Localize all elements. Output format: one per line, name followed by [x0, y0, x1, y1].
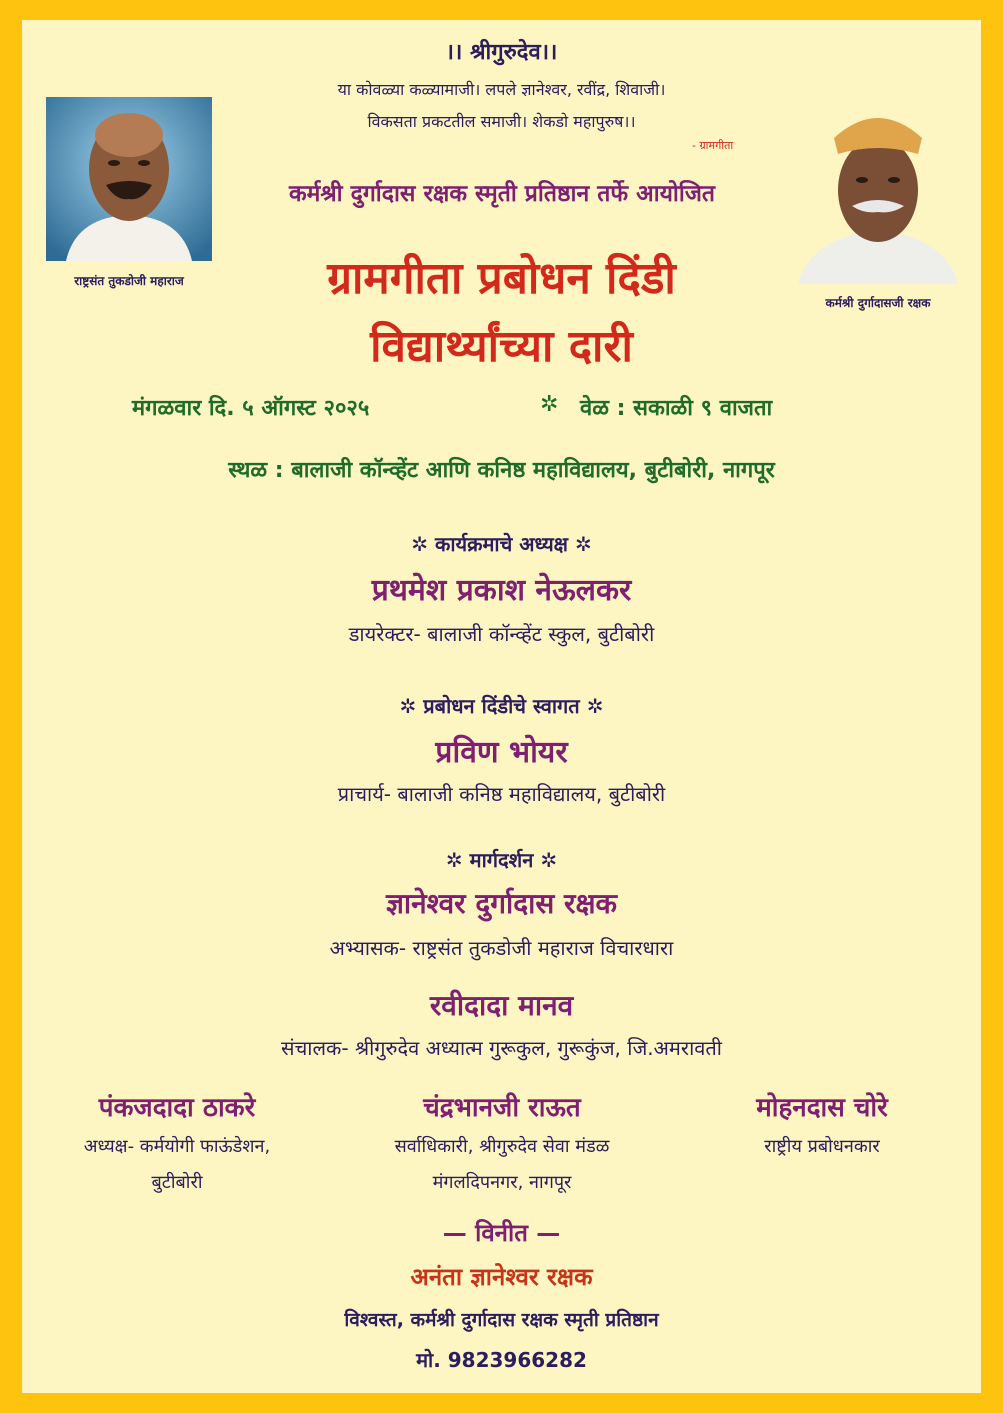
verse-source: - ग्रामगीता	[692, 139, 734, 152]
event-date: मंगळवार दि. ५ ऑगस्ट २०२५	[132, 396, 370, 421]
star-icon: ✲	[399, 694, 417, 718]
verse-line-1: या कोवळ्या कळ्यामाजी। लपले ज्ञानेश्वर, रवींद्र, शिवाजी।	[337, 80, 666, 99]
star-icon: ✲	[574, 532, 592, 556]
guest-role-line-2: बुटीबोरी	[151, 1172, 203, 1193]
guidance-role-1: अभ्यासक- राष्ट्रसंत तुकडोजी महाराज विचारधारा	[329, 936, 674, 960]
guest-role-line-2: मंगलदिपनगर, नागपूर	[432, 1172, 572, 1193]
guest-column	[332, 1088, 672, 1194]
president-role: डायरेक्टर- बालाजी कॉन्व्हेंट स्कुल, बुटीबोरी	[348, 622, 655, 646]
welcome-role: प्राचार्य- बालाजी कनिष्ठ महाविद्यालय, बुटीबोरी	[337, 782, 666, 806]
guest-column	[672, 1088, 972, 1158]
guest-role-line-1: अध्यक्ष- कर्मयोगी फाऊंडेशन,	[83, 1136, 271, 1157]
invitation-card	[22, 20, 981, 1393]
photo-tukdoji-maharaj	[46, 97, 212, 261]
welcome-heading-label: प्रबोधन दिंडीचे स्वागत	[423, 694, 580, 718]
title-line-2: विद्यार्थ्यांच्या दारी	[370, 321, 633, 372]
vinit-label: — विनीत —	[442, 1219, 561, 1247]
guidance-heading-label: मार्गदर्शन	[469, 848, 534, 872]
welcome-name: प्रविण भोयर	[435, 735, 568, 770]
event-venue: स्थळ : बालाजी कॉन्व्हेंट आणि कनिष्ठ महाविद्यालय, बुटीबोरी, नागपूर	[228, 458, 775, 483]
guest-name: पंकजदादा ठाकरे	[98, 1093, 256, 1123]
star-icon: ✲	[540, 848, 558, 872]
guest-name: चंद्रभानजी राऊत	[423, 1093, 581, 1123]
star-icon: ✲	[540, 392, 559, 417]
guest-column	[22, 1088, 332, 1194]
title-line-1: ग्रामगीता प्रबोधन दिंडी	[327, 253, 676, 304]
guidance-name-2: रवीदादा मानव	[429, 989, 574, 1022]
president-heading-label: कार्यक्रमाचे अध्यक्ष	[434, 532, 569, 556]
guidance-heading	[22, 846, 981, 873]
signatory-mobile: मो. 9823966282	[416, 1348, 587, 1372]
guidance-role-2: संचालक- श्रीगुरुदेव अध्यात्म गुरूकुल, गुरूकुंज, जि.अमरावती	[281, 1036, 722, 1060]
verse-line-2: विकसता प्रकटतील समाजी। शेकडो महापुरुष।।	[367, 112, 636, 131]
star-icon: ✲	[586, 694, 604, 718]
guest-role-line-1: सर्वाधिकारी, श्रीगुरुदेव सेवा मंडळ	[394, 1136, 610, 1157]
star-icon: ✲	[445, 848, 463, 872]
president-name: प्रथमेश प्रकाश नेऊलकर	[371, 573, 632, 608]
guest-role-line-1: राष्ट्रीय प्रबोधनकार	[764, 1136, 880, 1157]
caption-tukdoji-maharaj: राष्ट्रसंत तुकडोजी महाराज	[74, 274, 184, 288]
guest-name: मोहनदास चोरे	[756, 1093, 888, 1123]
caption-durgadas-rakshak: कर्मश्री दुर्गादासजी रक्षक	[825, 296, 931, 310]
signatory-name: अनंता ज्ञानेश्वर रक्षक	[410, 1263, 593, 1291]
invocation: ।। श्रीगुरुदेव।।	[445, 40, 558, 65]
welcome-heading	[22, 692, 981, 719]
guidance-name-1: ज्ञानेश्वर दुर्गादास रक्षक	[385, 887, 618, 920]
organizer-line: कर्मश्री दुर्गादास रक्षक स्मृती प्रतिष्ठान तर्फे आयोजित	[288, 181, 716, 207]
star-icon: ✲	[411, 532, 428, 556]
signatory-designation: विश्वस्त, कर्मश्री दुर्गादास रक्षक स्मृती प्रतिष्ठान	[344, 1309, 659, 1331]
event-time: वेळ : सकाळी ९ वाजता	[580, 396, 773, 421]
president-heading	[22, 530, 981, 557]
